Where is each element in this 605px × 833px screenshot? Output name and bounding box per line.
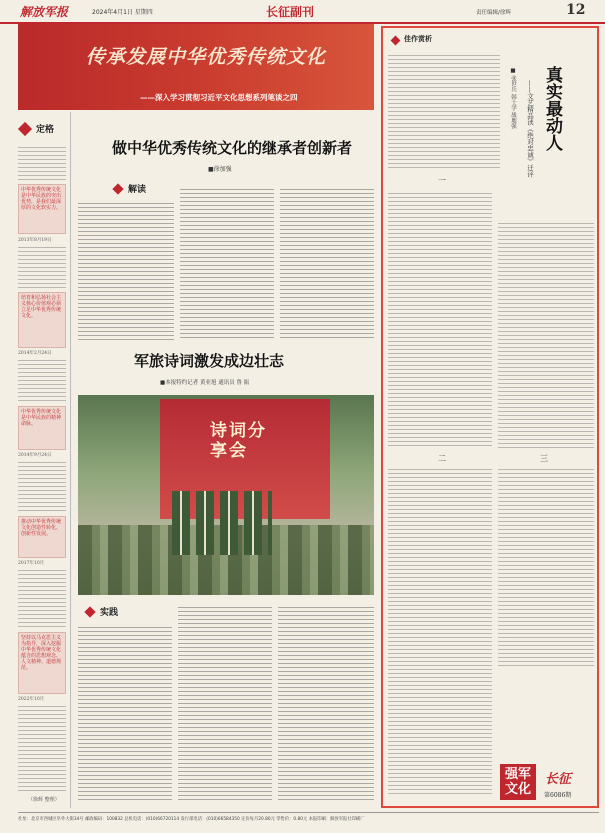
page-number: 12 (566, 2, 586, 18)
sidebar-text (18, 144, 66, 180)
sidebar (18, 112, 66, 808)
tag-icon (112, 183, 123, 194)
poetry-section-tag: 实践 (84, 605, 144, 619)
bottom-bar (18, 812, 599, 825)
poetry-article-byline: ■本报特约记者 黄亚旭 通讯员 鲁 振 (160, 380, 250, 386)
event-photo (78, 395, 374, 595)
essay-section-tag: 佳作赏析 (390, 34, 470, 48)
issue-date: 2024年4月1日 星期四 (92, 9, 153, 16)
main-article-body (280, 186, 374, 340)
stage-screen-caption: 诗词分享会 (210, 421, 267, 461)
column-divider (70, 112, 71, 808)
sidebar-text (18, 703, 66, 793)
masthead (0, 0, 605, 24)
sidebar-highlight-4: 推动中华优秀传统文化创造性转化、创新性发展。 (18, 516, 66, 558)
banner-subtitle: ——深入学习贯彻习近平文化思想系列笔谈之四 (140, 93, 298, 102)
banner-title: 传承发展中华优秀传统文化 (86, 46, 327, 68)
tag-icon (391, 36, 401, 46)
main-section-tag: 解读 (112, 182, 172, 196)
sidebar-date-3: 2014年9月24日 (18, 453, 52, 458)
editor-credit: 责任编辑/徐辉 (476, 10, 511, 16)
sidebar-text (18, 459, 66, 511)
essay-numeral-1: 一 (438, 176, 446, 185)
essay-body (388, 466, 492, 796)
essay-body (388, 190, 492, 448)
sidebar-tag-label: 定格 (36, 125, 55, 135)
changzheng-logo: 长征 (545, 772, 572, 787)
main-article-body (180, 186, 274, 340)
issue-number: 第6086期 (544, 792, 572, 799)
sidebar-date-5: 2022年10月 (18, 697, 45, 702)
banner (18, 24, 374, 110)
sidebar-highlight-2: 培育和弘扬社会主义核心价值观必须立足中华优秀传统文化。 (18, 292, 66, 348)
newspaper-logo: 解放军报 (20, 5, 69, 19)
sidebar-date-1: 2013年8月19日 (18, 238, 52, 243)
poetry-article-title: 军旅诗词激发成边壮志 (134, 352, 285, 370)
essay-body (498, 220, 594, 448)
sidebar-highlight-1: 中华优秀传统文化是中华民族的突出优势，是我们最深厚的文化软实力。 (18, 184, 66, 234)
essay-numeral-2: 二 (438, 454, 446, 463)
main-article-body (78, 200, 174, 340)
essay-body (388, 52, 500, 170)
section-title: 长征副刊 (266, 5, 315, 19)
bottom-bar-text: 社址：北京市西城区阜外大街34号 邮政编码：100832 总机电话：(010)66720114 发行部电话：(010)66584350 定价每月20.80元 零售价：0.80元 本报印刷：解放军报社印刷厂 (18, 817, 365, 822)
poetry-article-body (178, 604, 272, 800)
sidebar-tag (18, 120, 66, 138)
sidebar-text (18, 357, 66, 401)
tag-icon (84, 606, 95, 617)
sidebar-highlight-3: 中华优秀传统文化是中华民族的精神命脉。 (18, 406, 66, 450)
sidebar-text (18, 567, 66, 627)
poetry-article-body (78, 624, 172, 800)
essay-subtitle: ——文艺精品读《绝对忠诚》迁评 (526, 80, 534, 178)
sidebar-source: （徐辉 整理） (28, 797, 60, 803)
sidebar-text (18, 244, 66, 288)
sidebar-date-2: 2014年2月24日 (18, 351, 52, 356)
sidebar-date-4: 2017年10月 (18, 561, 45, 566)
essay-body (498, 466, 594, 666)
essay-byline: ■ 张世兵 韩士学 战地强 (510, 68, 516, 129)
strong-army-culture-logo: 强军文化 (500, 764, 536, 800)
sidebar-highlight-5: 坚持以马克思主义为指导，深入挖掘中华优秀传统文化蕴含的思想观念、人文精神、道德规范。 (18, 632, 66, 694)
main-article-title: 做中华优秀传统文化的继承者创新者 (112, 139, 353, 157)
essay-title: 真实最动人 (542, 66, 562, 151)
sidebar-tag-icon (18, 122, 32, 136)
main-article-byline: ■徐加强 (208, 166, 232, 173)
essay-numeral-3: 三 (540, 454, 548, 463)
poetry-article-body (278, 604, 374, 800)
performer-figures (172, 491, 272, 555)
